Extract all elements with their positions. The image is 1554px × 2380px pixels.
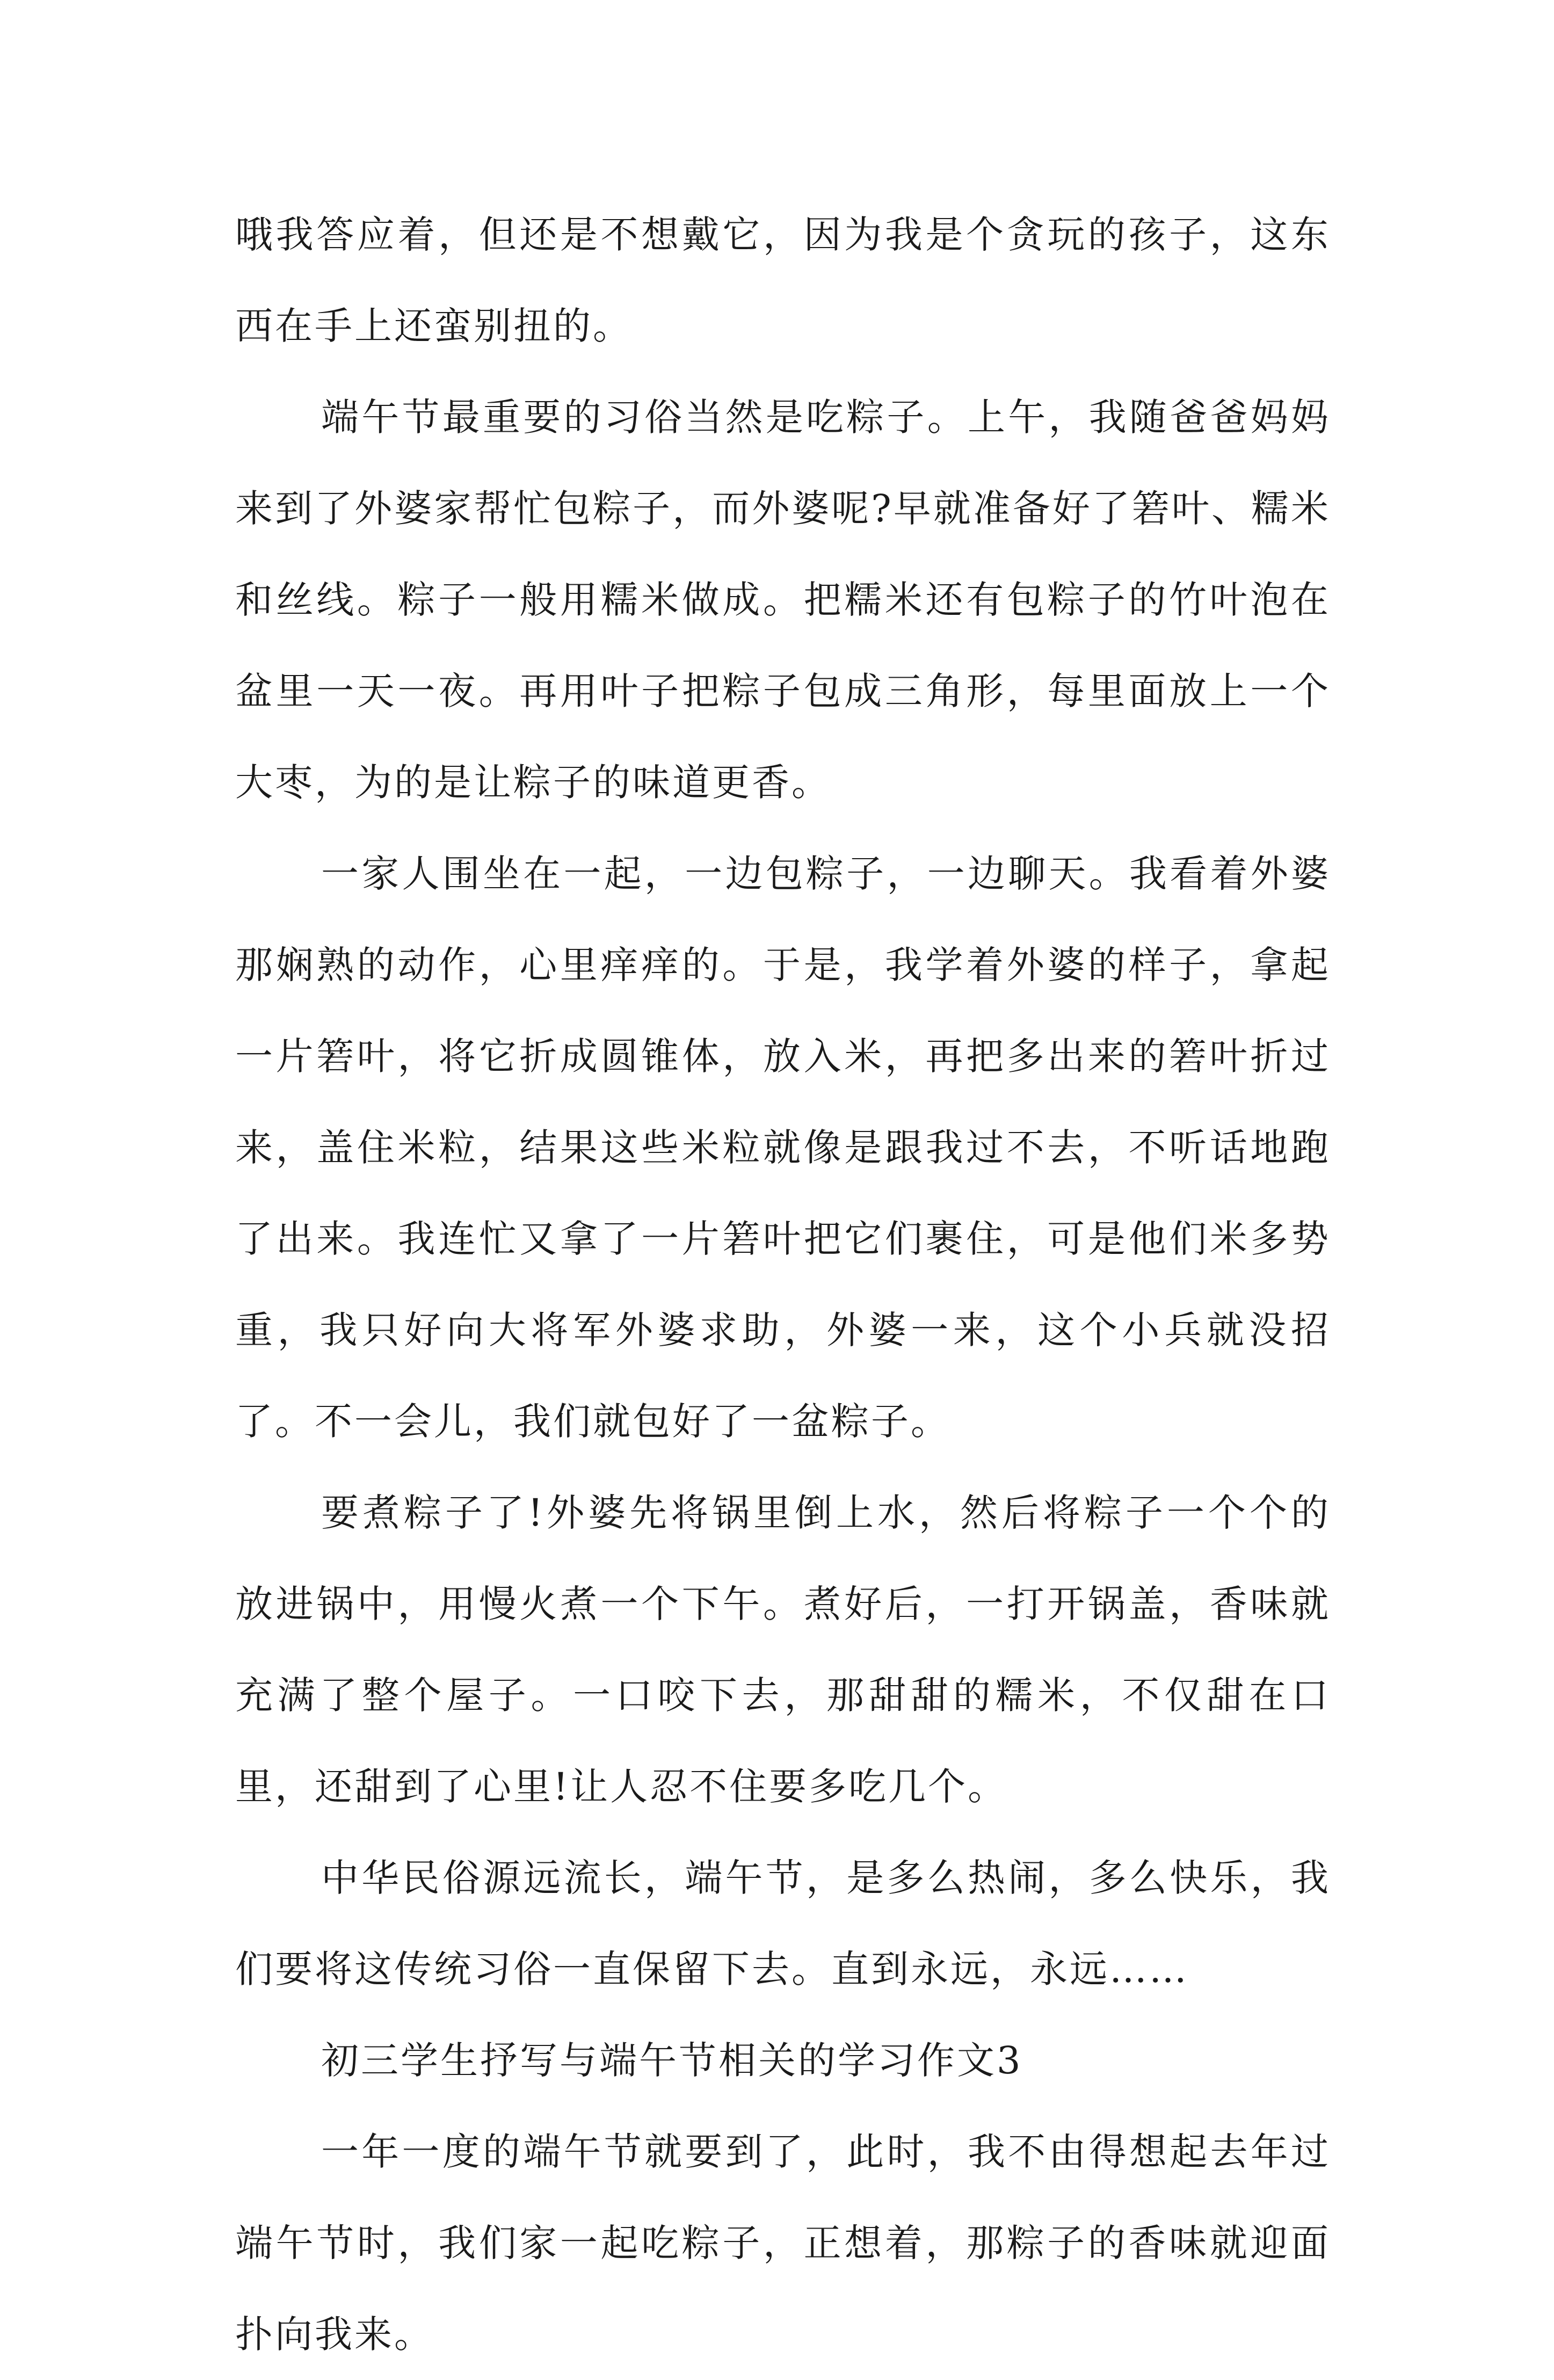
paragraph-continuation: 哦我答应着，但还是不想戴它，因为我是个贪玩的孩子，这东西在手上还蛮别扭的。 xyxy=(235,213,1331,348)
paragraph-zongzi-custom: 端午节最重要的习俗当然是吃粽子。上午，我随爸爸妈妈来到了外婆家帮忙包粽子，而外婆呢?早就准备好了箬叶、糯米和丝线。粽子一般用糯米做成。把糯米还有包粽子的竹叶泡在盆里一天一夜。再用叶子把粽子包成三角形，每里面放上一个大枣，为的是让粽子的味道更香。 xyxy=(235,395,1331,804)
paragraph-cooking: 要煮粽子了!外婆先将锅里倒上水，然后将粽子一个个的放进锅中，用慢火煮一个下午。煮好后，一打开锅盖，香味就充满了整个屋子。一口咬下去，那甜甜的糯米，不仅甜在口里，还甜到了心里!让人忍不住要多吃几个。 xyxy=(235,1491,1331,1809)
document-body xyxy=(235,189,1331,2380)
paragraph-conclusion: 中华民俗源远流长，端午节，是多么热闹，多么快乐，我们要将这传统习俗一直保留下去。直到永远，永远…… xyxy=(235,1856,1331,1991)
paragraph-essay-3-opening: 一年一度的端午节就要到了，此时，我不由得想起去年过端午节时，我们家一起吃粽子，正想着，那粽子的香味就迎面扑向我来。 xyxy=(235,2130,1331,2356)
paragraph-family-wrapping: 一家人围坐在一起，一边包粽子，一边聊天。我看着外婆那娴熟的动作，心里痒痒的。于是，我学着外婆的样子，拿起一片箬叶，将它折成圆锥体，放入米，再把多出来的箬叶折过来，盖住米粒，结果这些米粒就像是跟我过不去，不听话地跑了出来。我连忙又拿了一片箬叶把它们裹住，可是他们米多势重，我只好向大将军外婆求助，外婆一来，这个小兵就没招了。不一会儿，我们就包好了一盆粽子。 xyxy=(235,852,1331,1443)
section-heading: 初三学生抒写与端午节相关的学习作文3 xyxy=(321,2038,1023,2082)
